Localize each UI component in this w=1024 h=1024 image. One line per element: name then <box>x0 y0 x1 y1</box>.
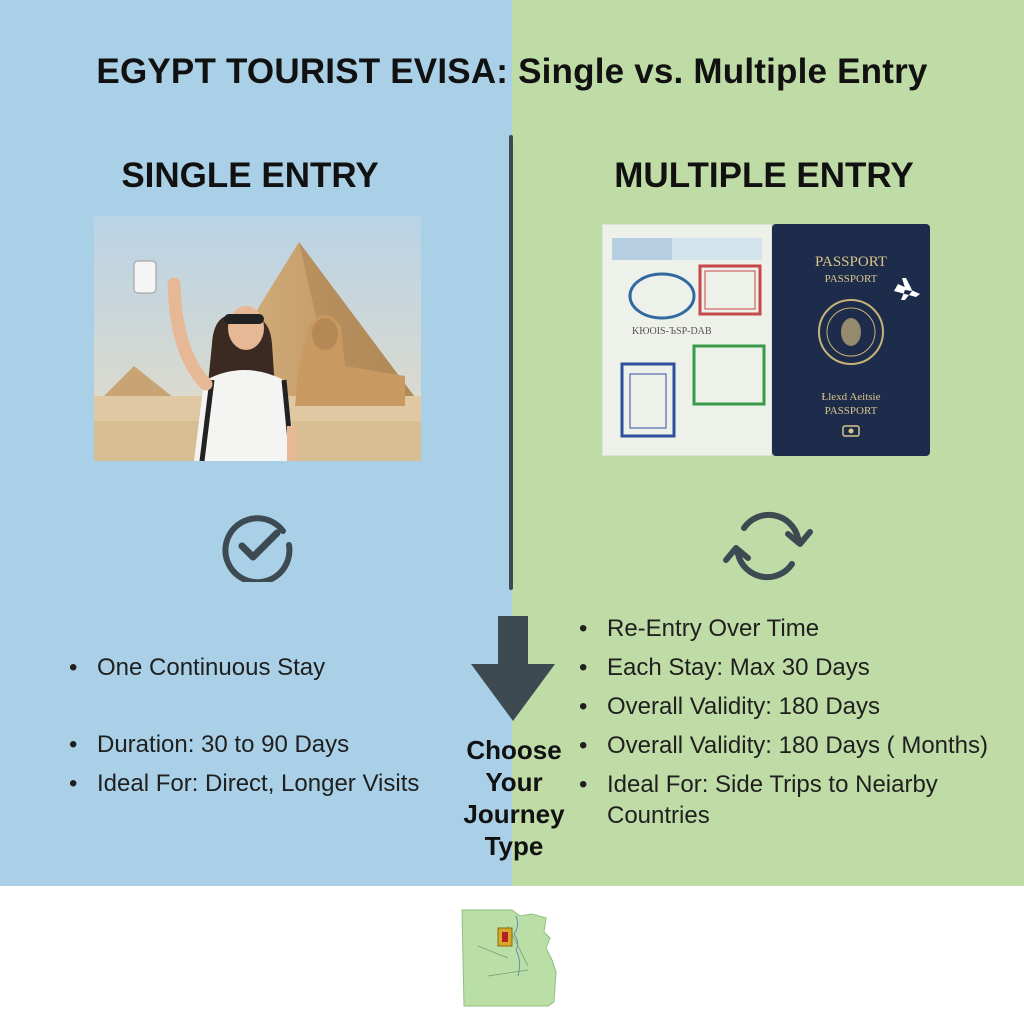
passport-cover-subtitle: PASSPORT <box>824 273 878 285</box>
cta-line: Journey <box>463 799 565 829</box>
down-arrow-icon <box>471 616 555 721</box>
list-item: • Re-Entry Over Time <box>607 614 819 644</box>
cta-line: Type <box>484 831 544 861</box>
tourist-pyramid-photo <box>94 216 421 461</box>
list-item-continuation: Countries <box>607 802 710 829</box>
stamp-text: KЮOIS-ЪSP-DAB <box>632 326 712 337</box>
multiple-entry-points <box>607 614 1017 844</box>
egypt-map-icon <box>458 906 566 1008</box>
refresh-cycle-icon <box>718 506 818 586</box>
list-item: • Overall Validity: 180 Days <box>607 692 880 722</box>
column-divider <box>509 135 513 590</box>
cta-line: Your <box>485 767 543 797</box>
single-entry-points <box>97 653 477 813</box>
list-item: • Overall Validity: 180 Days ( Months) <box>607 731 988 761</box>
check-circle-icon <box>220 508 294 582</box>
passport-with-stamps-image <box>602 224 930 456</box>
passport-cover-line3: Ɫlexd Aeitsie <box>821 391 881 403</box>
page-title: EGYPT TOURIST EVISA: Single vs. Multiple Entry <box>96 52 928 91</box>
list-item: • One Continuous Stay <box>97 653 325 683</box>
passport-cover-line4: PASSPORT <box>824 405 878 417</box>
list-item: • Ideal For: Side Trips to Neiarby <box>607 770 938 800</box>
choose-journey-label <box>452 734 576 862</box>
multiple-entry-heading: MULTIPLE ENTRY <box>614 156 914 195</box>
list-item: • Each Stay: Max 30 Days <box>607 653 870 683</box>
passport-cover-title: PASSPORT <box>815 254 887 270</box>
single-entry-heading: SINGLE ENTRY <box>121 156 379 195</box>
list-item: • Ideal For: Direct, Longer Visits <box>97 769 419 799</box>
cta-line: Choose <box>466 735 562 765</box>
list-item: • Duration: 30 to 90 Days <box>97 730 349 760</box>
